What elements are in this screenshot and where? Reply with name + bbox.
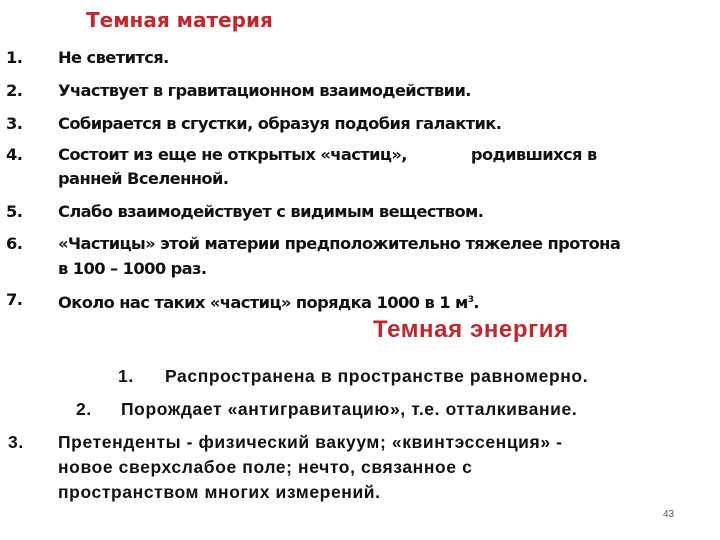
item-text: ранней Вселенной.	[58, 169, 229, 188]
item-number: 4.	[6, 145, 23, 164]
item-text: «Частицы» этой материи предположительно тяжелее протона	[58, 234, 621, 253]
item-text: Распространена в пространстве равномерно.	[165, 366, 589, 386]
item-text: пространством многих измерений.	[58, 482, 381, 502]
list-item-continuation	[58, 455, 472, 480]
item-text	[58, 287, 710, 316]
dark-energy-title: Темная энергия	[373, 316, 569, 343]
item-text: Порождает «антигравитацию», т.е. отталкивание.	[121, 399, 578, 419]
item-number: 3.	[6, 114, 23, 133]
item-text: Претенденты - физический вакуум; «квинтэссенция» -	[58, 432, 563, 452]
item-text	[58, 142, 710, 168]
item-text: Слабо взаимодействует с видимым веществом.	[58, 202, 484, 221]
item-text-part: Около нас таких «частиц» порядка 1000 в 1 м	[58, 293, 468, 312]
item-number: 1.	[118, 366, 134, 386]
dark-matter-title: Темная материя	[86, 8, 273, 32]
page-number: 43	[663, 509, 675, 520]
item-number: 2.	[76, 399, 92, 419]
item-number: 7.	[6, 290, 23, 309]
list-item-continuation	[58, 480, 381, 505]
item-number: 6.	[6, 234, 23, 253]
item-text: Собирается в сгустки, образуя подобия галактик.	[58, 114, 502, 133]
item-number: 3.	[8, 432, 24, 452]
list-item	[118, 364, 588, 389]
item-text-part: Состоит из еще не открытых «частиц»,	[58, 145, 407, 164]
item-text-part: родившихся в	[470, 145, 597, 164]
item-number: 5.	[6, 202, 23, 221]
item-text: Участвует в гравитационном взаимодействии.	[58, 81, 471, 100]
list-item	[8, 430, 563, 455]
item-number: 1.	[6, 48, 23, 67]
list-item	[76, 397, 577, 422]
superscript: 3	[467, 295, 474, 305]
item-text: Не светится.	[58, 48, 169, 67]
item-text-part: .	[473, 293, 480, 312]
item-number: 2.	[6, 81, 23, 100]
item-text: в 100 – 1000 раз.	[58, 259, 207, 278]
item-text: новое сверхслабое поле; нечто, связанное с	[58, 457, 473, 477]
